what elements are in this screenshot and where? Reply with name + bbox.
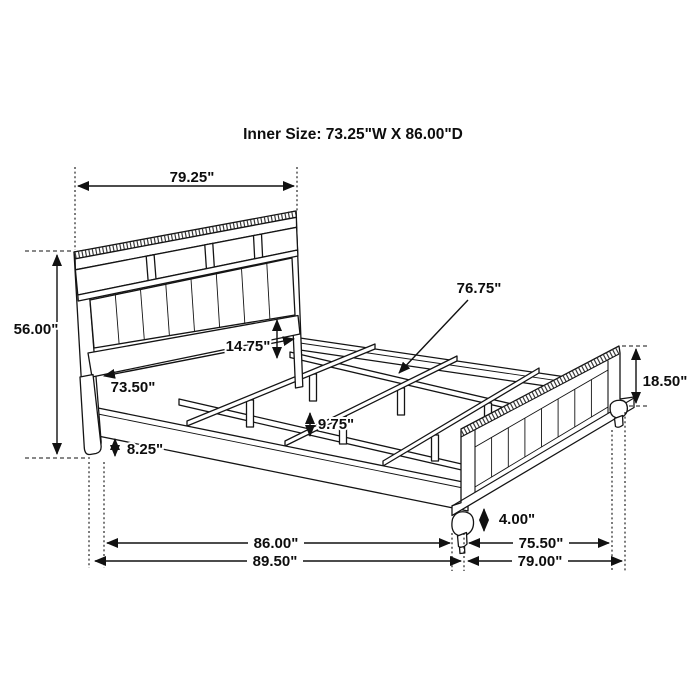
headboard-leg bbox=[80, 375, 101, 455]
dim-label-panel-to-slat: 14.75" bbox=[225, 338, 271, 355]
slot-divider bbox=[205, 243, 215, 268]
dim-label-inner-width: 73.50" bbox=[110, 379, 156, 396]
dim-label-footboard-inner: 75.50" bbox=[518, 535, 564, 552]
dim-label-rail-clearance: 8.25" bbox=[126, 441, 164, 458]
slot-divider bbox=[254, 234, 263, 259]
dim-label-foot-height: 4.00" bbox=[498, 511, 536, 528]
dim-label-footboard-width: 79.00" bbox=[517, 553, 563, 570]
dim-label-slat-height: 9.75" bbox=[317, 416, 355, 433]
dim-label-center-rail-length: 76.75" bbox=[456, 280, 502, 297]
dim-label-overall-depth: 89.50" bbox=[252, 553, 298, 570]
page-title: Inner Size: 73.25"W X 86.00"D bbox=[243, 126, 463, 143]
slat-leg bbox=[247, 400, 254, 427]
dim-label-headboard-width: 79.25" bbox=[169, 169, 215, 186]
bun-foot-left bbox=[452, 512, 474, 554]
dim-label-footboard-height: 18.50" bbox=[642, 373, 688, 390]
dim-label-inner-depth: 86.00" bbox=[253, 535, 299, 552]
slot-divider bbox=[146, 255, 156, 281]
slat-leg bbox=[432, 435, 439, 461]
slat-leg bbox=[310, 374, 317, 401]
slat-leg bbox=[398, 388, 405, 415]
dim-label-headboard-height: 56.00" bbox=[13, 321, 59, 338]
